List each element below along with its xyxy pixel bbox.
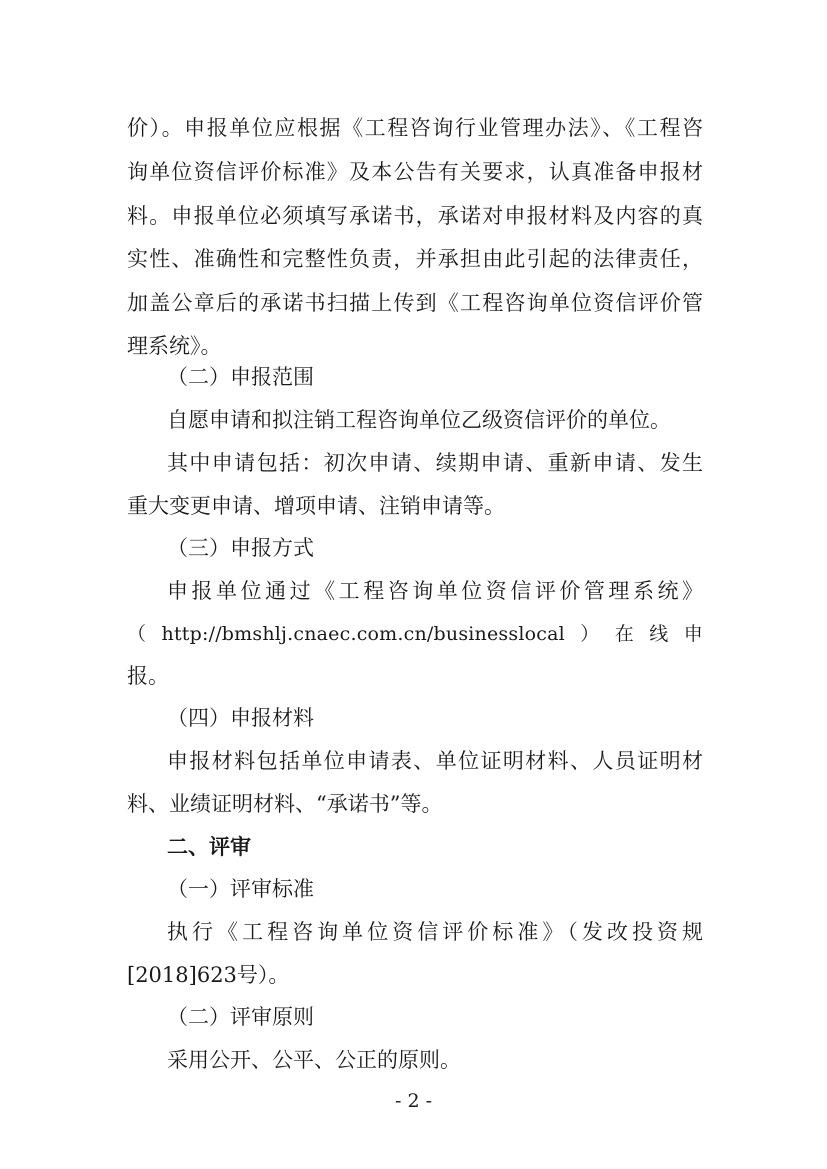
paragraph-line: 价）。申报单位应根据《工程咨询行业管理办法》、《工程咨 [127,116,703,140]
paragraph-line: 采用公开、公平、公正的原则。 [167,1048,461,1072]
paragraph-line: 询单位资信评价标准》及本公告有关要求，认真准备申报材 [127,160,703,184]
paragraph-line: 执行《工程咨询单位资信评价标准》（发改投资规 [167,920,703,944]
section-heading: （三）申报方式 [167,536,314,560]
paragraph-line: 料、业绩证明材料、“承诺书”等。 [127,792,443,816]
paragraph-line: （http://bmshlj.cnaec.com.cn/businesslocal）在线申 [127,623,703,645]
paragraph-line: 加盖公章后的承诺书扫描上传到《工程咨询单位资信评价管 [127,291,703,315]
paragraph-line: 申报材料包括单位申请表、单位证明材料、人员证明材 [167,749,703,773]
section-heading: （二）评审原则 [167,1005,314,1029]
paragraph-line: 自愿申请和拟注销工程咨询单位乙级资信评价的单位。 [167,408,671,432]
paragraph-line: 其中申请包括：初次申请、续期申请、重新申请、发生 [167,451,703,475]
paragraph-line: 重大变更申请、增项申请、注销申请等。 [127,494,505,518]
part-heading: 二、评审 [167,835,251,859]
page-number: - 2 - [394,1090,432,1112]
paragraph-line: 理系统》。 [127,334,222,358]
paragraph-line: 申报单位通过《工程咨询单位资信评价管理系统》 [167,579,703,603]
paragraph-line: 报。 [127,664,169,688]
paragraph-line: 实性、准确性和完整性负责，并承担由此引起的法律责任， [127,247,703,271]
paragraph-line: [2018]623号）。 [127,963,290,987]
section-heading: （一）评审标准 [167,877,314,901]
section-heading: （四）申报材料 [167,706,314,730]
section-heading: （二）申报范围 [167,365,314,389]
paragraph-line: 料。申报单位必须填写承诺书，承诺对申报材料及内容的真 [127,204,703,228]
